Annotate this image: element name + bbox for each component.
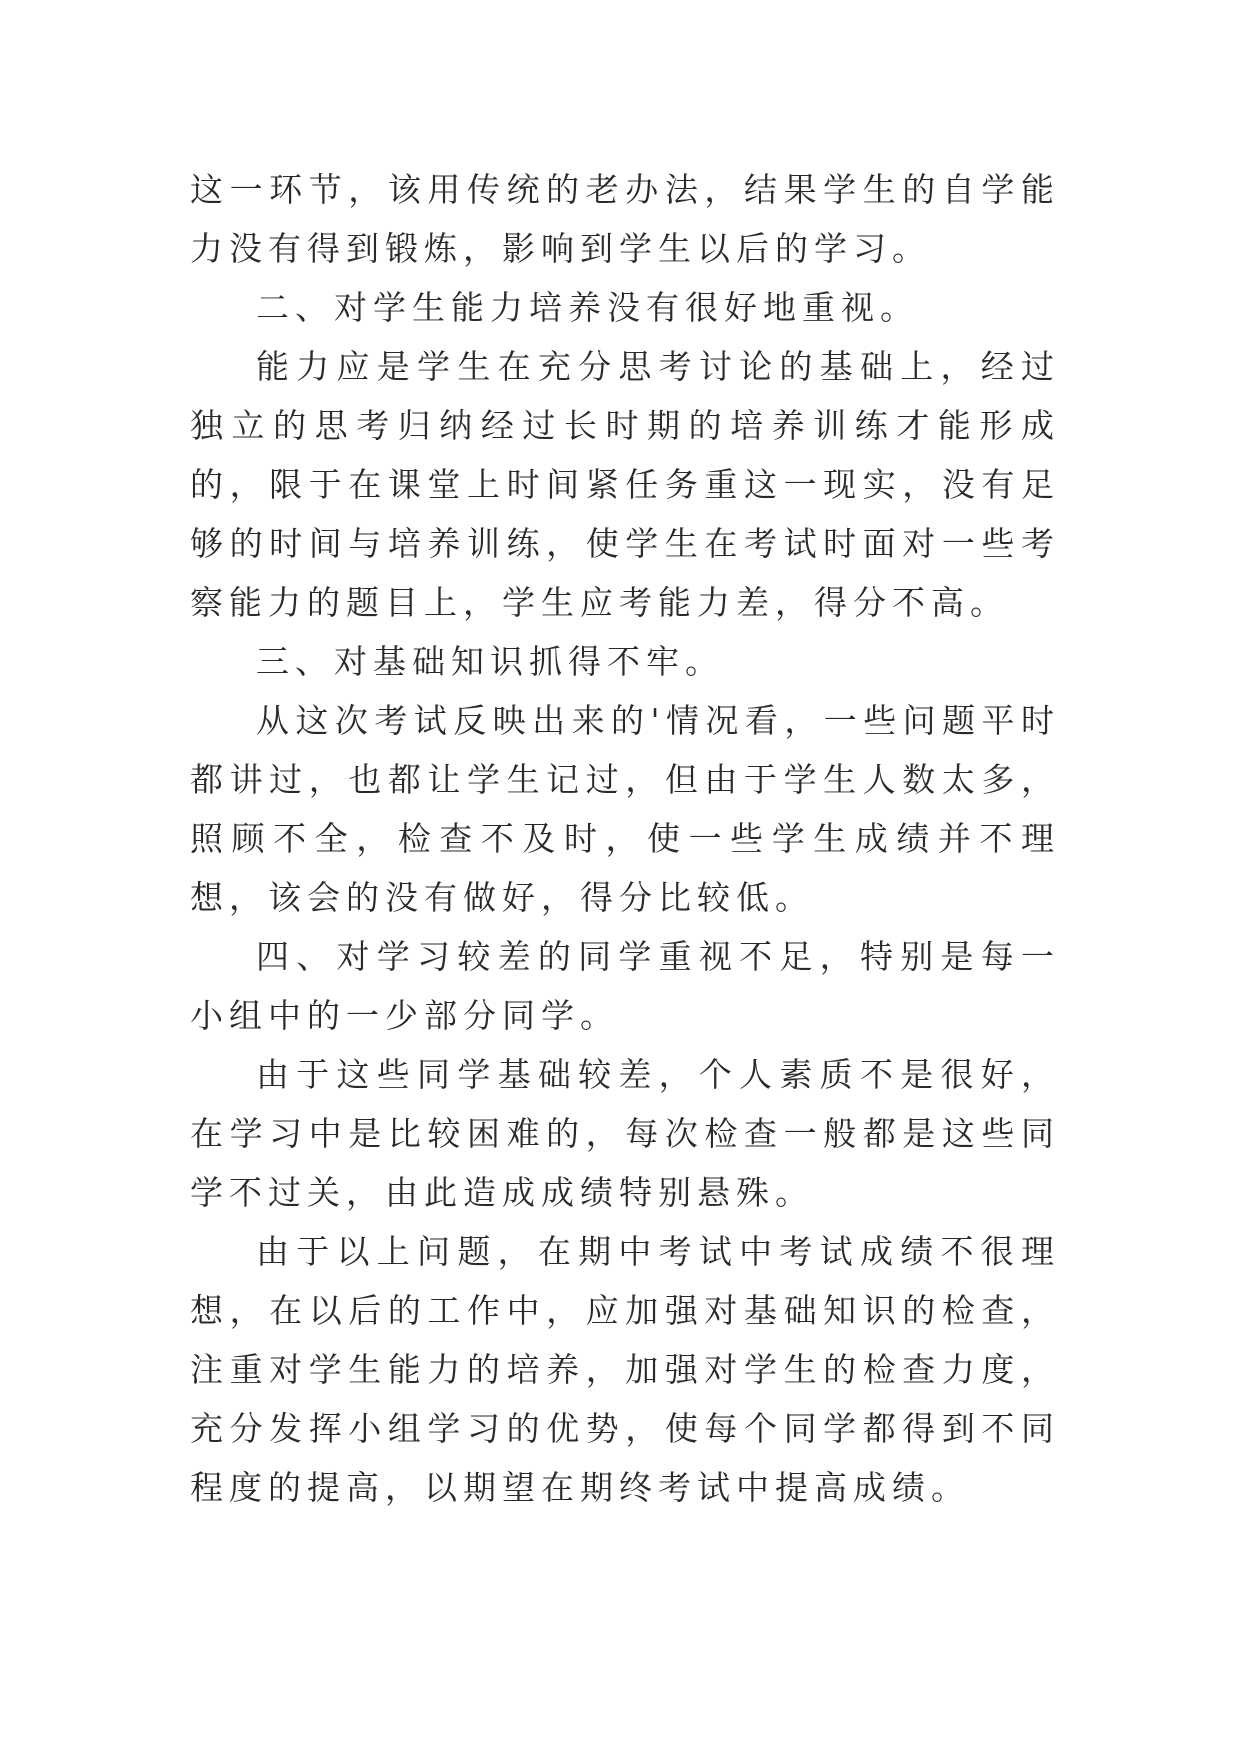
paragraph-basics: 从这次考试反映出来的'情况看，一些问题平时都讲过，也都让学生记过，但由于学生人数太多，照顾不全，检查不及时，使一些学生成绩并不理想，该会的没有做好，得分比较低。 xyxy=(190,701,1060,917)
section-heading-4: 四、对学习较差的同学重视不足，特别是每一小组中的一少部分同学。 xyxy=(190,937,1060,1035)
paragraph-weak-students: 由于这些同学基础较差，个人素质不是很好，在学习中是比较困难的，每次检查一般都是这些同学不过关，由此造成成绩特别悬殊。 xyxy=(190,1055,1060,1212)
section-heading-2: 二、对学生能力培养没有很好地重视。 xyxy=(256,288,919,327)
paragraph-conclusion: 由于以上问题，在期中考试中考试成绩不很理想，在以后的工作中，应加强对基础知识的检查，注重对学生能力的培养，加强对学生的检查力度，充分发挥小组学习的优势，使每个同学都得到不同程度的提高，以期望在期终考试中提高成绩。 xyxy=(190,1232,1060,1507)
document-body xyxy=(190,160,1060,1517)
paragraph-continuation: 这一环节，该用传统的老办法，结果学生的自学能力没有得到锻炼，影响到学生以后的学习。 xyxy=(190,170,1060,268)
paragraph-ability: 能力应是学生在充分思考讨论的基础上，经过独立的思考归纳经过长时期的培养训练才能形成的，限于在课堂上时间紧任务重这一现实，没有足够的时间与培养训练，使学生在考试时面对一些考察能力的题目上，学生应考能力差，得分不高。 xyxy=(190,347,1060,622)
section-heading-3: 三、对基础知识抓得不牢。 xyxy=(256,642,724,681)
